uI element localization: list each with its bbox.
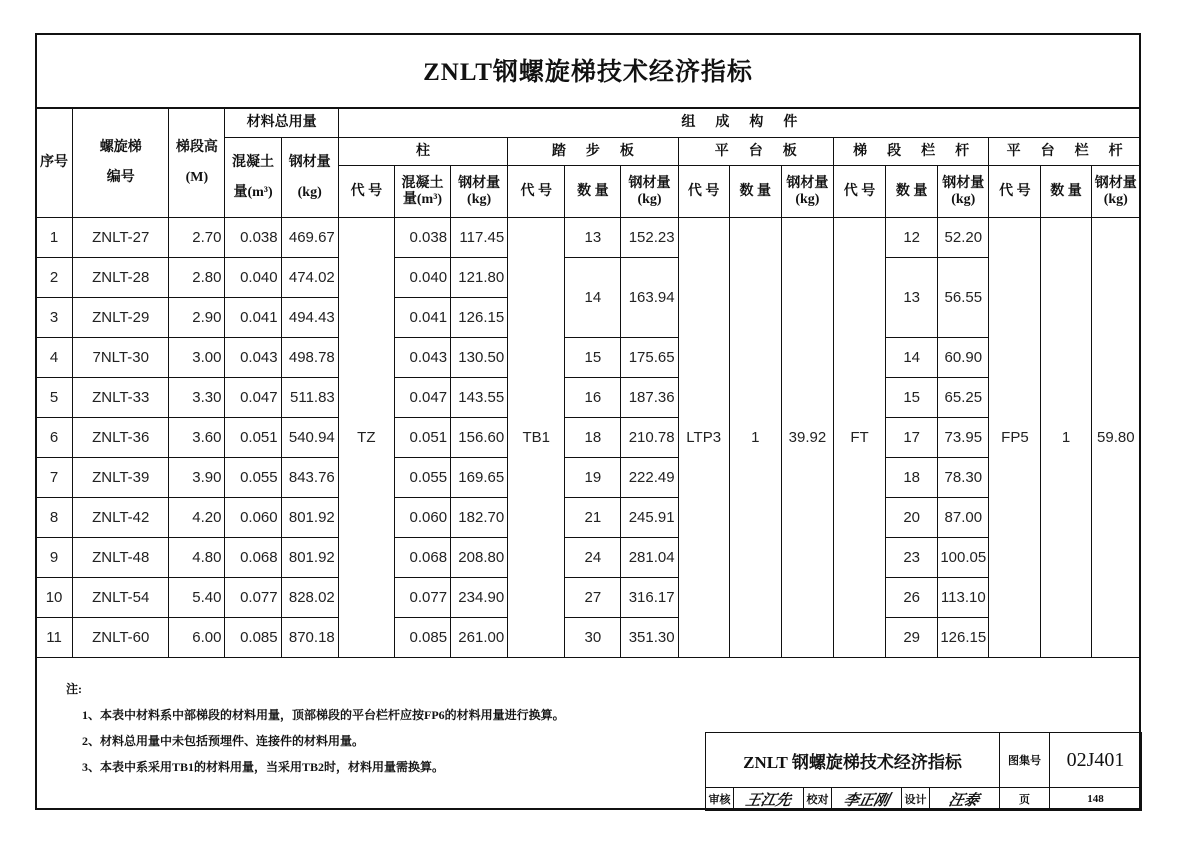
cell-platform-railing-qty: 1 [1041,218,1091,658]
cell-tread-qty: 27 [565,578,621,618]
cell-no: 2 [36,258,73,298]
sub-steel: 钢材量 (kg) [938,166,989,218]
cell-concrete: 0.060 [225,498,281,538]
cell-tread-qty: 24 [565,538,621,578]
cell-concrete: 0.068 [225,538,281,578]
cell-column-steel: 121.80 [451,258,508,298]
cell-railing-qty: 14 [886,338,938,378]
sub-code: 代 号 [338,166,394,218]
cell-tread-steel: 175.65 [621,338,678,378]
review-signature: 王江先 [734,788,804,811]
header-height: 梯段高 (M) [169,109,225,218]
cell-code: ZNLT-28 [73,258,169,298]
cell-column-steel: 169.65 [451,458,508,498]
table-row [36,498,1141,538]
cell-code: ZNLT-27 [73,218,169,258]
cell-steel: 801.92 [281,498,338,538]
design-label: 设计 [902,788,930,811]
header-tread: 踏 步 板 [508,138,678,166]
sub-concrete: 混凝土量(m³) [394,166,450,218]
cell-steel: 828.02 [281,578,338,618]
cell-steel: 843.76 [281,458,338,498]
cell-tread-steel: 245.91 [621,498,678,538]
cell-column-concrete: 0.043 [394,338,450,378]
cell-tread-qty: 21 [565,498,621,538]
cell-tread-steel: 351.30 [621,618,678,658]
cell-height: 3.00 [169,338,225,378]
cell-tread-qty: 15 [565,338,621,378]
cell-code: ZNLT-42 [73,498,169,538]
note-item: 3、本表中系采用TB1的材料用量，当采用TB2时，材料用量需换算。 [82,760,445,774]
table-row [36,538,1141,578]
cell-height: 3.90 [169,458,225,498]
cell-height: 2.80 [169,258,225,298]
cell-railing-steel: 73.95 [938,418,989,458]
header-column: 柱 [338,138,507,166]
cell-tread-qty: 18 [565,418,621,458]
cell-height: 3.30 [169,378,225,418]
cell-railing-steel: 113.10 [938,578,989,618]
cell-no: 11 [36,618,73,658]
cell-railing-qty: 26 [886,578,938,618]
cell-concrete: 0.085 [225,618,281,658]
cell-railing-steel: 100.05 [938,538,989,578]
cell-column-concrete: 0.038 [394,218,450,258]
page-number: 148 [1050,788,1142,811]
page-label: 页 [1000,788,1050,811]
cell-railing-qty: 13 [886,258,938,338]
cell-tread-steel: 163.94 [621,258,678,338]
cell-railing-qty: 18 [886,458,938,498]
cell-column-steel: 156.60 [451,418,508,458]
header-railing: 梯 段 栏 杆 [833,138,988,166]
cell-no: 6 [36,418,73,458]
table-row [36,338,1141,378]
cell-railing-qty: 17 [886,418,938,458]
sub-steel: 钢材量 (kg) [451,166,508,218]
cell-column-steel: 126.15 [451,298,508,338]
cell-steel: 511.83 [281,378,338,418]
sub-code: 代 号 [989,166,1041,218]
cell-column-steel: 130.50 [451,338,508,378]
cell-column-concrete: 0.068 [394,538,450,578]
cell-column-steel: 117.45 [451,218,508,258]
cell-concrete: 0.047 [225,378,281,418]
notes-label: 注: [66,682,82,696]
cell-platform-railing-code: FP5 [989,218,1041,658]
cell-height: 3.60 [169,418,225,458]
cell-code: ZNLT-48 [73,538,169,578]
cell-column-concrete: 0.055 [394,458,450,498]
cell-no: 8 [36,498,73,538]
atlas-label: 图集号 [1000,733,1050,788]
cell-concrete: 0.040 [225,258,281,298]
cell-tread-qty: 13 [565,218,621,258]
header-steel: 钢材量 (kg) [281,138,338,218]
cell-column-code: TZ [338,218,394,658]
cell-height: 4.20 [169,498,225,538]
cell-steel: 469.67 [281,218,338,258]
header-concrete: 混凝土量(m³) [225,138,281,218]
cell-code: ZNLT-33 [73,378,169,418]
cell-railing-code: FT [833,218,885,658]
cell-steel: 494.43 [281,298,338,338]
sub-qty: 数 量 [565,166,621,218]
cell-column-concrete: 0.077 [394,578,450,618]
cell-height: 6.00 [169,618,225,658]
cell-no: 10 [36,578,73,618]
cell-height: 2.70 [169,218,225,258]
cell-tread-steel: 152.23 [621,218,678,258]
cell-code: ZNLT-54 [73,578,169,618]
sub-steel: 钢材量 (kg) [1091,166,1140,218]
cell-concrete: 0.051 [225,418,281,458]
cell-steel: 474.02 [281,258,338,298]
cell-steel: 801.92 [281,538,338,578]
cell-code: ZNLT-39 [73,458,169,498]
cell-column-concrete: 0.060 [394,498,450,538]
drawing-title: ZNLT 钢螺旋梯技术经济指标 [706,733,1000,788]
check-label: 校对 [804,788,832,811]
table-row [36,618,1141,658]
sub-steel: 钢材量 (kg) [621,166,678,218]
cell-concrete: 0.055 [225,458,281,498]
cell-platform-code: LTP3 [678,218,729,658]
cell-column-steel: 234.90 [451,578,508,618]
check-signature: 李正刚 [832,788,902,811]
sub-code: 代 号 [508,166,565,218]
index-table [35,108,1141,658]
header-seq: 序号 [36,109,73,218]
cell-no: 3 [36,298,73,338]
cell-column-concrete: 0.047 [394,378,450,418]
sub-code: 代 号 [833,166,885,218]
cell-no: 9 [36,538,73,578]
sub-qty: 数 量 [729,166,781,218]
review-label: 审核 [706,788,734,811]
sub-qty: 数 量 [886,166,938,218]
sub-code: 代 号 [678,166,729,218]
cell-concrete: 0.043 [225,338,281,378]
header-platform-railing: 平 台 栏 杆 [989,138,1141,166]
cell-tread-qty: 30 [565,618,621,658]
table-row [36,218,1141,258]
cell-platform-qty: 1 [729,218,781,658]
sub-qty: 数 量 [1041,166,1091,218]
table-row [36,578,1141,618]
cell-railing-steel: 78.30 [938,458,989,498]
cell-steel: 540.94 [281,418,338,458]
table-row [36,458,1141,498]
cell-code: ZNLT-60 [73,618,169,658]
header-code: 螺旋梯编号 [73,109,169,218]
table-row [36,258,1141,298]
cell-column-steel: 182.70 [451,498,508,538]
sub-steel: 钢材量 (kg) [781,166,833,218]
cell-code: ZNLT-36 [73,418,169,458]
note-item: 2、材料总用量中未包括预埋件、连接件的材料用量。 [82,734,365,748]
cell-railing-steel: 87.00 [938,498,989,538]
cell-no: 1 [36,218,73,258]
cell-height: 4.80 [169,538,225,578]
cell-railing-qty: 23 [886,538,938,578]
cell-platform-steel: 39.92 [781,218,833,658]
cell-no: 4 [36,338,73,378]
cell-column-steel: 261.00 [451,618,508,658]
cell-tread-qty: 14 [565,258,621,338]
cell-column-concrete: 0.040 [394,258,450,298]
cell-railing-steel: 60.90 [938,338,989,378]
cell-column-steel: 208.80 [451,538,508,578]
cell-railing-steel: 126.15 [938,618,989,658]
cell-railing-steel: 65.25 [938,378,989,418]
cell-tread-steel: 316.17 [621,578,678,618]
cell-concrete: 0.041 [225,298,281,338]
cell-column-steel: 143.55 [451,378,508,418]
cell-tread-steel: 210.78 [621,418,678,458]
note-item: 1、本表中材料系中部梯段的材料用量，顶部梯段的平台栏杆应按FP6的材料用量进行换算。 [82,708,565,722]
atlas-number: 02J401 [1050,733,1142,788]
notes [62,676,565,780]
cell-concrete: 0.077 [225,578,281,618]
table-row [36,418,1141,458]
cell-steel: 870.18 [281,618,338,658]
cell-tread-steel: 187.36 [621,378,678,418]
cell-tread-code: TB1 [508,218,565,658]
cell-railing-qty: 15 [886,378,938,418]
header-platform: 平 台 板 [678,138,833,166]
cell-tread-qty: 16 [565,378,621,418]
cell-no: 7 [36,458,73,498]
cell-tread-steel: 222.49 [621,458,678,498]
cell-code: ZNLT-29 [73,298,169,338]
header-components: 组 成 构 件 [338,109,1140,138]
cell-column-concrete: 0.085 [394,618,450,658]
title-block [705,732,1142,811]
cell-platform-railing-steel: 59.80 [1091,218,1140,658]
cell-column-concrete: 0.041 [394,298,450,338]
header-material-total: 材料总用量 [225,109,338,138]
design-signature: 汪泰 [930,788,1000,811]
cell-railing-steel: 56.55 [938,258,989,338]
cell-height: 2.90 [169,298,225,338]
cell-steel: 498.78 [281,338,338,378]
cell-railing-steel: 52.20 [938,218,989,258]
cell-railing-qty: 12 [886,218,938,258]
cell-railing-qty: 20 [886,498,938,538]
cell-column-concrete: 0.051 [394,418,450,458]
cell-height: 5.40 [169,578,225,618]
cell-no: 5 [36,378,73,418]
cell-tread-steel: 281.04 [621,538,678,578]
cell-railing-qty: 29 [886,618,938,658]
page-title: ZNLT钢螺旋梯技术经济指标 [35,33,1141,109]
cell-code: 7NLT-30 [73,338,169,378]
cell-tread-qty: 19 [565,458,621,498]
table-row [36,378,1141,418]
cell-concrete: 0.038 [225,218,281,258]
